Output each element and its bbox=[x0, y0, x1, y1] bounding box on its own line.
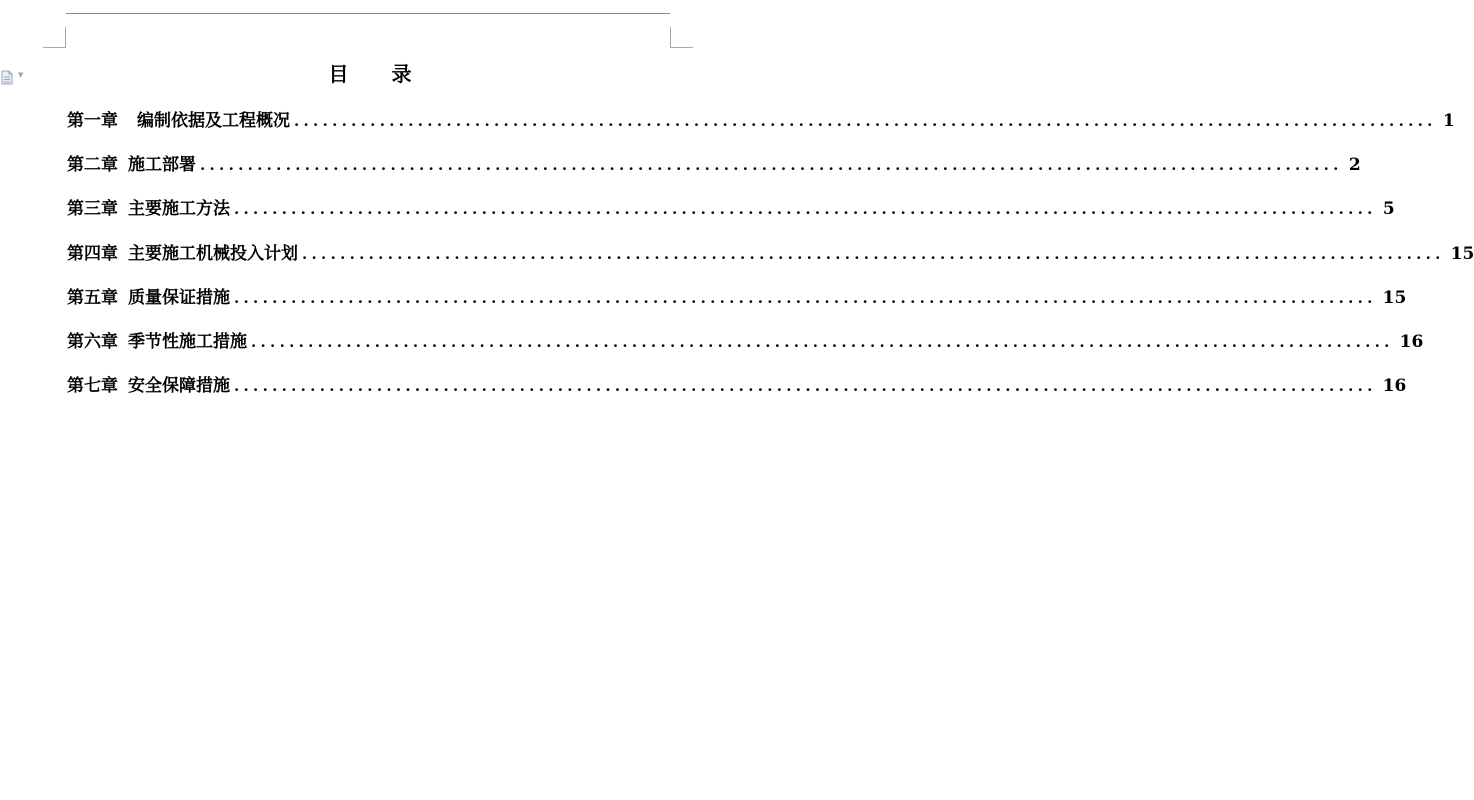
toc-dot-leader: ........................................................................................................................ bbox=[251, 332, 1394, 351]
toc-chapter-label: 第七章 bbox=[67, 376, 118, 397]
toc-chapter-title: 主要施工方法 bbox=[128, 199, 230, 220]
toc-chapter-title: 主要施工机械投入计划 bbox=[128, 243, 298, 264]
toc-entry-5[interactable] bbox=[67, 285, 1407, 329]
crop-mark-top-left bbox=[43, 27, 66, 48]
toc-page-number: 15 bbox=[1450, 243, 1474, 264]
toc-chapter-label: 第二章 bbox=[67, 155, 118, 176]
toc-page-number: 15 bbox=[1382, 287, 1407, 308]
toc-entry-6[interactable] bbox=[67, 329, 1424, 373]
toc-dot-leader: ........................................................................................................................ bbox=[294, 112, 1437, 130]
toc-chapter-label: 第三章 bbox=[67, 199, 118, 220]
caret-down-icon[interactable]: ▼ bbox=[18, 71, 24, 79]
toc-entry-1[interactable] bbox=[67, 108, 1455, 152]
toc-title: 目 录 bbox=[328, 62, 430, 86]
toc-entry-4[interactable] bbox=[67, 241, 1474, 285]
toc-entry-2[interactable] bbox=[67, 152, 1361, 196]
toc-chapter-title: 质量保证措施 bbox=[128, 287, 230, 308]
toc-chapter-title: 编制依据及工程概况 bbox=[137, 111, 290, 131]
table-of-contents bbox=[67, 108, 1474, 417]
header-rule bbox=[66, 13, 670, 14]
toc-dot-leader: ........................................................................................................................ bbox=[234, 200, 1377, 219]
toc-page-number: 16 bbox=[1399, 331, 1424, 352]
toc-page-number: 16 bbox=[1382, 376, 1407, 397]
toc-entry-7[interactable] bbox=[67, 373, 1407, 417]
toc-dot-leader: ........................................................................................................................ bbox=[200, 156, 1343, 175]
toc-dot-leader: ........................................................................................................................ bbox=[234, 288, 1377, 307]
toc-dot-leader: ........................................................................................................................ bbox=[302, 244, 1445, 263]
toc-chapter-title: 安全保障措施 bbox=[128, 376, 230, 397]
toc-dot-leader: ........................................................................................................................ bbox=[234, 377, 1377, 396]
toc-entry-3[interactable] bbox=[67, 196, 1395, 240]
toc-page-number: 1 bbox=[1442, 111, 1455, 131]
toc-chapter-label: 第六章 bbox=[67, 331, 118, 352]
toc-chapter-title: 季节性施工措施 bbox=[128, 331, 247, 352]
toc-chapter-label: 第五章 bbox=[67, 287, 118, 308]
toc-chapter-label: 第一章 bbox=[67, 111, 118, 131]
crop-mark-top-right bbox=[670, 27, 693, 48]
toc-chapter-title: 施工部署 bbox=[128, 155, 196, 176]
toc-chapter-label: 第四章 bbox=[67, 243, 118, 264]
toc-page-number: 2 bbox=[1348, 155, 1361, 176]
toc-page-number: 5 bbox=[1382, 199, 1395, 220]
